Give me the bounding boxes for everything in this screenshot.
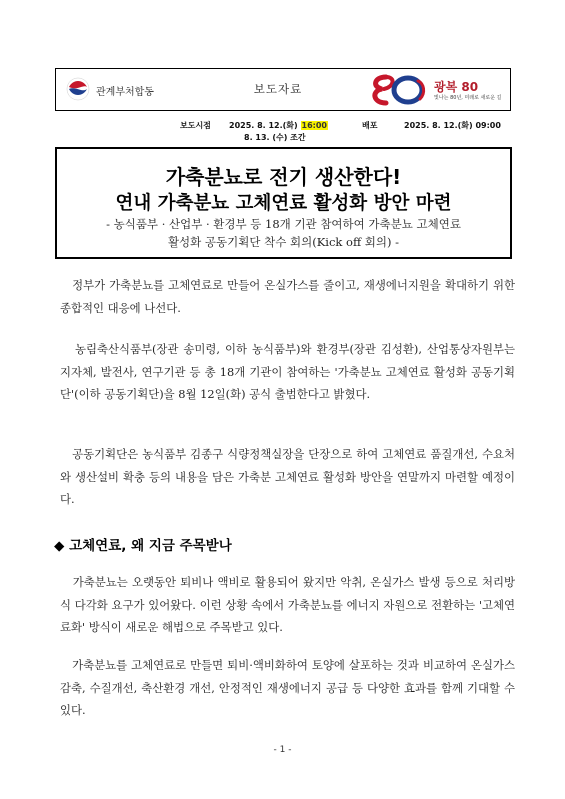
body-paragraph-5 [60, 654, 515, 722]
distribution-date: 2025. 8. 12.(화) 09:00 [404, 121, 501, 130]
headline: 가축분뇨로 전기 생산한다! [165, 165, 402, 189]
subheadline: 연내 가축분뇨 고체연료 활성화 방안 마련 [115, 193, 452, 214]
slogan-title: 광복 80 [434, 80, 479, 94]
title-box [55, 147, 512, 259]
section-heading: ◆ 고체연료, 왜 지금 주목받나 [54, 538, 232, 554]
body-paragraph-3-text: 공동기획단은 농식품부 김종구 식량정책실장을 단장으로 하여 고체연료 품질개선, 수요처와 생산설비 확충 등의 내용을 담은 가축분 고체연료 활성화 방안을 연말까지 마련할 예정이다. [60, 447, 515, 506]
body-paragraph-5-text: 가축분뇨를 고체연료로 만들면 퇴비·액비화하여 토양에 살포하는 것과 비교하여 온실가스 감축, 수질개선, 축산환경 개선, 안정적인 재생에너지 공급 등 다양한 효과를 함께 기대할 수 있다. [60, 658, 515, 717]
slogan-subtitle: 빛나는 80년, 미래로 새로운 길 [434, 95, 502, 101]
liberation-80-logo-icon [368, 73, 430, 107]
page-number: - 1 - [273, 745, 292, 755]
doc-type-label: 보도자료 [253, 82, 303, 96]
body-paragraph-4 [60, 571, 515, 639]
body-paragraph-1 [60, 274, 515, 319]
title-summary-line1: - 농식품부 · 산업부 · 환경부 등 18개 기관 참여하여 가축분뇨 고체연료 [106, 217, 461, 231]
body-paragraph-2 [60, 338, 515, 406]
title-summary-line2: 활성화 공동기획단 착수 회의(Kick off 회의) - [167, 235, 400, 249]
body-paragraph-4-text: 가축분뇨는 오랫동안 퇴비나 액비로 활용되어 왔지만 악취, 온실가스 발생 등으로 처리방식 다각화 요구가 있어왔다. 이런 상황 속에서 가축분뇨를 에너지 자원으로 전환하는 '고체연료화' 방식이 새로운 해법으로 주목받고 있다. [60, 575, 515, 634]
embargo-time-highlight: 16:00 [301, 121, 327, 130]
embargo-datetime [229, 120, 328, 131]
header-banner [55, 68, 511, 111]
distribution-label: 배포 [362, 121, 378, 130]
body-paragraph-3 [60, 443, 515, 511]
government-emblem-icon [66, 77, 90, 101]
embargo-alt-date: 8. 13. (수) 조간 [244, 133, 306, 142]
embargo-label: 보도시점 [180, 121, 211, 130]
body-paragraph-1-text: 정부가 가축분뇨를 고체연료로 만들어 온실가스를 줄이고, 재생에너지원을 확대하기 위한 종합적인 대응에 나선다. [60, 278, 515, 315]
org-label: 관계부처합동 [96, 87, 154, 98]
body-paragraph-2-text: 농림축산식품부(장관 송미령, 이하 농식품부)와 환경부(장관 김성환), 산업통상자원부는 지자체, 발전사, 연구기관 등 총 18개 기관이 참여하는 '가축분뇨 고체연료 활성화 공동기획단'(이하 공동기획단)을 8월 12일(화) 공식 출범한다고 밝혔다. [60, 342, 515, 401]
embargo-date: 2025. 8. 12.(화) [229, 121, 298, 130]
